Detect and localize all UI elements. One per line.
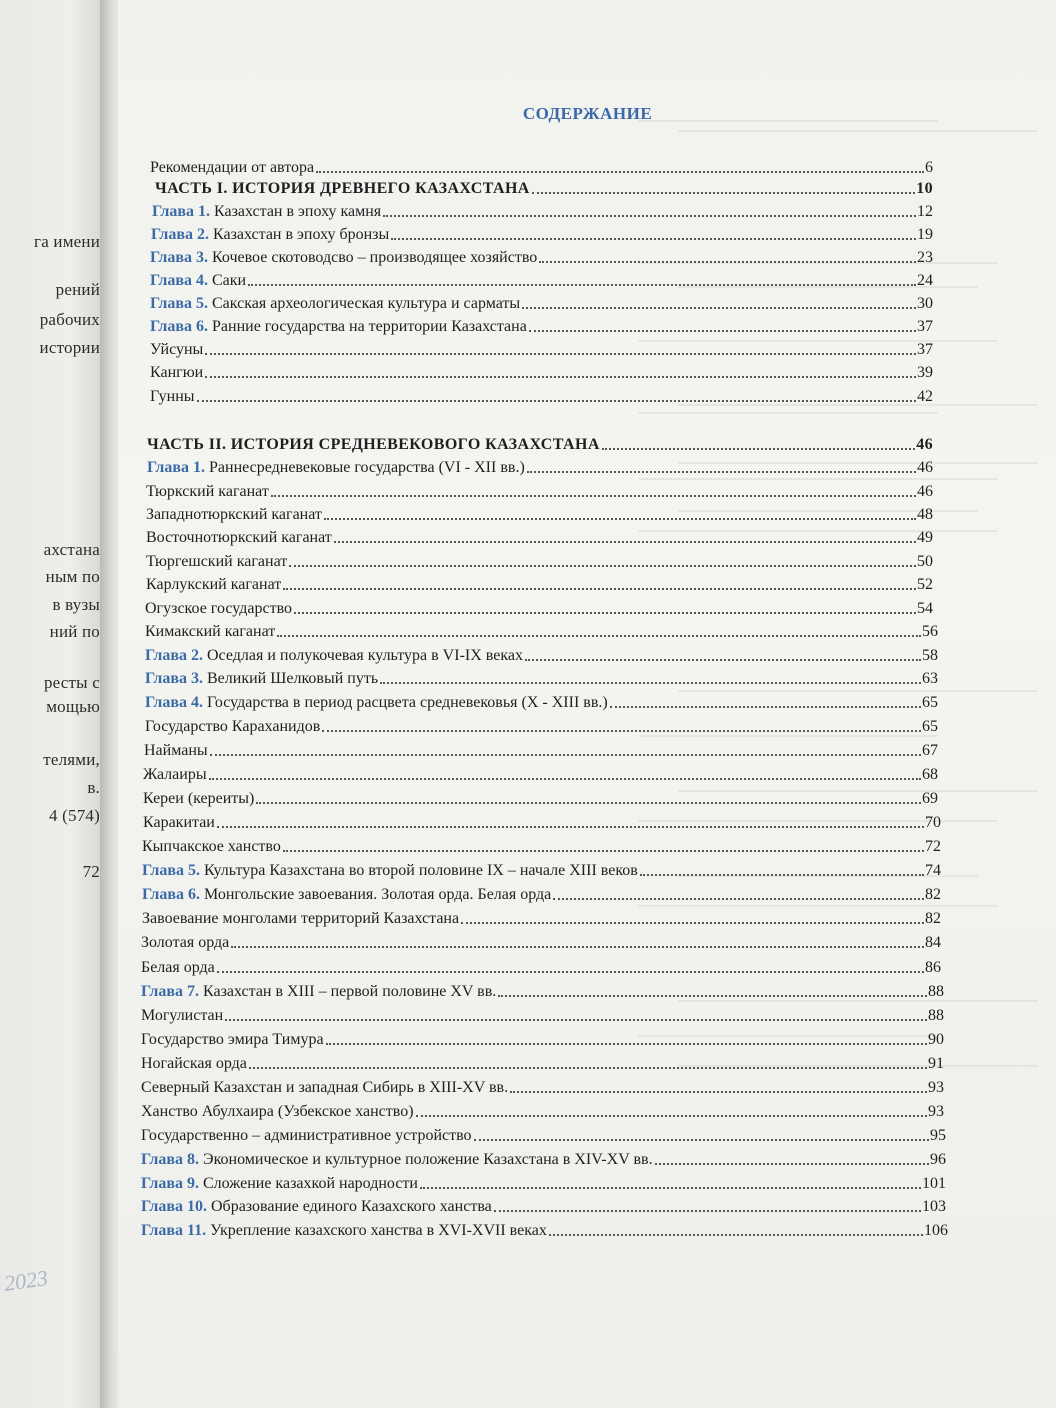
toc-chapter-entry — [141, 1147, 946, 1169]
left-page-text-fragment: ний по — [49, 622, 100, 641]
toc-chapter-entry — [147, 455, 933, 477]
toc-entry-title: Казахстан в XIII – первой половине XV вв. — [203, 983, 497, 1000]
dot-leader — [416, 1115, 927, 1117]
toc-page-number: 88 — [928, 983, 944, 1000]
toc-chapter-number: Глава 4. — [150, 272, 208, 289]
toc-page-number: 65 — [922, 694, 938, 711]
toc-page-number: 74 — [925, 862, 941, 879]
toc-entry-label — [141, 1103, 414, 1121]
toc-entry — [146, 525, 933, 547]
toc-chapter-number: Глава 7. — [141, 983, 199, 1000]
dot-leader — [225, 1019, 927, 1021]
toc-chapter-number: Глава 5. — [142, 862, 200, 879]
left-page-text-fragment: га имени — [34, 232, 100, 251]
toc-entry-title: Сложение казахкой народности — [203, 1175, 418, 1192]
toc-page-number: 95 — [930, 1127, 946, 1144]
toc-chapter-number: Глава 9. — [141, 1175, 199, 1192]
toc-entry-title: Укрепление казахского ханства в XVI-XVII веках — [210, 1222, 547, 1239]
toc-chapter-entry — [141, 1171, 946, 1193]
toc-entry-title: Жалаиры — [143, 766, 207, 783]
dot-leader — [283, 588, 916, 590]
toc-chapter-number: Глава 10. — [141, 1198, 207, 1215]
toc-entry-title: Могулистан — [141, 1007, 224, 1024]
toc-entry-label — [147, 436, 600, 454]
dot-leader — [283, 850, 924, 852]
dot-leader — [529, 330, 916, 332]
toc-entry-label — [155, 180, 530, 198]
toc-entry — [145, 596, 933, 618]
dot-leader — [217, 971, 924, 973]
toc-entry-label — [145, 718, 320, 736]
toc-entry — [150, 155, 933, 177]
dot-leader — [334, 541, 916, 543]
toc-entry-title: Восточнотюркский каганат — [146, 529, 332, 546]
toc-entry-title: Северный Казахстан и западная Сибирь в XIII-XV вв. — [141, 1079, 509, 1096]
toc-page-number: 91 — [928, 1055, 944, 1072]
toc-page-number: 68 — [922, 766, 938, 783]
show-through-mark — [638, 120, 938, 122]
toc-page-number: 50 — [917, 553, 933, 570]
dot-leader — [532, 192, 915, 194]
toc-entry-title: Образование единого Казахского ханства — [211, 1198, 492, 1215]
dot-leader — [494, 1210, 921, 1212]
dot-leader — [277, 635, 921, 637]
toc-page-number: 52 — [917, 576, 933, 593]
toc-entry-label — [141, 1127, 472, 1145]
toc-entry-label — [142, 910, 459, 928]
dot-leader — [322, 730, 921, 732]
toc-entry-title: Великий Шелковый путь — [207, 670, 379, 687]
dot-leader — [510, 1091, 927, 1093]
toc-entry-label — [145, 647, 523, 665]
dot-leader — [205, 376, 916, 378]
left-page-text-fragment: ахстана — [43, 540, 100, 559]
toc-page-number: 12 — [917, 203, 933, 220]
toc-entry-label — [145, 623, 275, 641]
toc-page-number: 49 — [917, 529, 933, 546]
dot-leader — [383, 215, 916, 217]
toc-entry-label — [141, 1007, 223, 1025]
left-page-text-fragment: ным по — [45, 567, 100, 586]
dot-leader — [289, 565, 916, 567]
toc-page-number: 46 — [916, 436, 933, 453]
dot-leader — [461, 922, 924, 924]
toc-chapter-number: Глава 8. — [141, 1151, 199, 1168]
toc-entry — [146, 549, 933, 571]
toc-entry-title: Тюргешский каганат — [146, 553, 288, 570]
toc-chapter-entry — [141, 1194, 946, 1216]
toc-chapter-entry — [150, 291, 933, 313]
toc-page-number: 39 — [917, 364, 933, 381]
toc-entry-label — [141, 1031, 324, 1049]
toc-page-number: 82 — [925, 886, 941, 903]
toc-entry-title: Кимакский каганат — [145, 623, 276, 640]
toc-entry-title: Саки — [212, 272, 247, 289]
dot-leader — [640, 874, 924, 876]
toc-page-number: 101 — [922, 1175, 946, 1192]
toc-entry — [150, 384, 933, 406]
dot-leader — [553, 898, 924, 900]
dot-leader — [539, 261, 916, 263]
toc-entry-title: Рекомендации от автора — [150, 159, 315, 176]
left-facing-page — [0, 0, 100, 1408]
toc-entry-label — [150, 249, 537, 267]
toc-title: СОДЕРЖАНИЕ — [522, 104, 653, 123]
toc-entry — [141, 1075, 944, 1097]
toc-entry-title: ЧАСТЬ II. ИСТОРИЯ СРЕДНЕВЕКОВОГО КАЗАХСТАНА — [147, 436, 600, 453]
dot-leader — [549, 1234, 923, 1236]
toc-entry-title: Огузское государство — [145, 600, 293, 617]
toc-chapter-entry — [150, 268, 933, 290]
toc-entry-label — [145, 670, 378, 688]
toc-entry-title: Уйсуны — [150, 341, 204, 358]
toc-chapter-number: Глава 3. — [145, 670, 203, 687]
toc-entry-label — [142, 886, 551, 904]
toc-page-number: 106 — [924, 1222, 948, 1239]
toc-entry — [141, 1123, 946, 1145]
toc-page-number: 65 — [922, 718, 938, 735]
toc-entry-label — [146, 483, 269, 501]
toc-page-number: 23 — [917, 249, 933, 266]
toc-entry-label — [141, 934, 229, 952]
toc-entry — [143, 762, 938, 784]
show-through-mark — [678, 130, 1038, 132]
toc-entry-title: Найманы — [144, 742, 208, 759]
toc-entry — [144, 738, 938, 760]
toc-entry — [141, 930, 941, 952]
toc-entry-title: Монгольские завоевания. Золотая орда. Белая орда — [204, 886, 552, 903]
toc-entry-label — [145, 600, 292, 618]
dot-leader — [210, 754, 921, 756]
toc-entry — [146, 479, 933, 501]
left-page-text-fragment: ресты с — [43, 673, 100, 692]
toc-entry-title: Гунны — [150, 388, 195, 405]
toc-page-number: 93 — [928, 1079, 944, 1096]
toc-chapter-entry — [141, 979, 944, 1001]
left-page-text-fragment: истории — [39, 338, 100, 357]
dot-leader — [655, 1163, 929, 1165]
toc-entry-label — [147, 459, 525, 477]
toc-entry-label — [141, 1079, 508, 1097]
toc-chapter-entry — [142, 882, 941, 904]
toc-entry-label — [142, 838, 281, 856]
toc-chapter-number: Глава 11. — [141, 1222, 207, 1239]
dot-leader — [527, 471, 916, 473]
left-page-text-fragment: в. — [87, 778, 100, 797]
toc-entry-label — [144, 742, 208, 760]
dot-leader — [324, 518, 916, 520]
toc-chapter-number: Глава 6. — [150, 318, 208, 335]
dot-leader — [256, 802, 921, 804]
toc-page-number: 69 — [922, 790, 938, 807]
toc-entry-title: Завоевание монголами территорий Казахстана — [142, 910, 460, 927]
dot-leader — [610, 706, 921, 708]
toc-entry-label — [141, 983, 496, 1001]
toc-entry-label — [143, 790, 254, 808]
toc-entry-label — [150, 318, 527, 336]
toc-entry-title: Западнотюркский каганат — [146, 506, 322, 523]
toc-entry-title: Ранние государства на территории Казахстана — [212, 318, 527, 335]
toc-page-number: 46 — [917, 459, 933, 476]
toc-chapter-entry — [145, 643, 938, 665]
toc-part-heading — [147, 432, 933, 454]
dot-leader — [217, 826, 924, 828]
dot-leader — [249, 1067, 927, 1069]
left-page-text-fragment: 4 (574) — [49, 806, 100, 825]
toc-entry-label — [150, 341, 203, 359]
toc-entry-label — [141, 1222, 547, 1240]
toc-chapter-number: Глава 6. — [142, 886, 200, 903]
toc-entry — [141, 1003, 944, 1025]
toc-entry-title: Государственно – административное устройство — [141, 1127, 472, 1144]
toc-page-number: 82 — [925, 910, 941, 927]
dot-leader — [209, 778, 921, 780]
toc-entry-label — [146, 506, 322, 524]
toc-entry-title: Золотая орда — [141, 934, 230, 951]
toc-page-number: 46 — [917, 483, 933, 500]
toc-entry-title: Казахстан в эпоху бронзы — [213, 226, 390, 243]
toc-entry-title: Казахстан в эпоху камня — [214, 203, 382, 220]
toc-page — [118, 0, 1056, 1408]
toc-part-heading — [155, 176, 933, 198]
toc-entry — [146, 502, 933, 524]
toc-entry-title: Сакская археологическая культура и сарматы — [212, 295, 521, 312]
toc-chapter-entry — [151, 222, 933, 244]
toc-page-number: 56 — [922, 623, 938, 640]
toc-entry-label — [146, 553, 287, 571]
toc-entry-title: Оседлая и полукочевая культура в VI-IX веках — [207, 647, 523, 664]
toc-entry-label — [146, 529, 332, 547]
toc-page-number: 6 — [925, 159, 933, 176]
dot-leader — [602, 448, 915, 450]
toc-page-number: 67 — [922, 742, 938, 759]
toc-page-number: 88 — [928, 1007, 944, 1024]
toc-page-number: 96 — [930, 1151, 946, 1168]
toc-entry — [143, 810, 941, 832]
toc-chapter-number: Глава 1. — [147, 459, 205, 476]
toc-entry — [143, 786, 938, 808]
toc-chapter-entry — [145, 690, 938, 712]
toc-page-number: 30 — [917, 295, 933, 312]
toc-chapter-number: Глава 4. — [145, 694, 203, 711]
toc-entry-label — [150, 272, 246, 290]
toc-page-number: 24 — [917, 272, 933, 289]
toc-entry-title: Экономическое и культурное положение Казахстана в XIV-XV вв. — [203, 1151, 653, 1168]
toc-entry-label — [151, 226, 389, 244]
toc-entry-title: Кереи (кереиты) — [143, 790, 255, 807]
toc-chapter-number: Глава 3. — [150, 249, 208, 266]
toc-page-number: 19 — [917, 226, 933, 243]
dot-leader — [294, 612, 916, 614]
toc-page-number: 72 — [925, 838, 941, 855]
toc-entry-title: Ханство Абулхаира (Узбекское ханство) — [141, 1103, 414, 1120]
toc-entry-title: Карлукский каганат — [146, 576, 282, 593]
dot-leader — [498, 995, 927, 997]
dot-leader — [316, 171, 924, 173]
toc-chapter-entry — [150, 245, 933, 267]
dot-leader — [197, 400, 916, 402]
show-through-mark — [638, 412, 938, 414]
toc-entry-title: Государства в период расцвета средневековья (X - XIII вв.) — [207, 694, 608, 711]
toc-entry-title: ЧАСТЬ I. ИСТОРИЯ ДРЕВНЕГО КАЗАХСТАНА — [155, 180, 530, 197]
toc-page-number: 93 — [928, 1103, 944, 1120]
toc-page-number: 86 — [925, 959, 941, 976]
toc-page-number: 48 — [917, 506, 933, 523]
toc-entry — [150, 360, 933, 382]
dot-leader — [525, 659, 921, 661]
toc-entry-label — [143, 814, 215, 832]
toc-chapter-entry — [150, 314, 933, 336]
toc-entry — [145, 714, 938, 736]
toc-entry-label — [141, 1175, 418, 1193]
toc-entry-title: Каракитаи — [143, 814, 215, 831]
toc-entry-label — [141, 959, 215, 977]
toc-chapter-number: Глава 1. — [152, 203, 210, 220]
toc-entry-title: Ногайская орда — [141, 1055, 247, 1072]
toc-entry-label — [150, 364, 203, 382]
toc-chapter-number: Глава 2. — [151, 226, 209, 243]
toc-page-number: 37 — [917, 341, 933, 358]
toc-entry-label — [143, 766, 207, 784]
toc-entry-label — [152, 203, 381, 221]
dot-leader — [326, 1043, 927, 1045]
toc-entry — [141, 955, 941, 977]
toc-entry — [141, 1051, 944, 1073]
left-page-text-fragment: 72 — [82, 862, 100, 881]
toc-chapter-entry — [145, 666, 938, 688]
left-page-text-fragment: в вузы — [52, 595, 100, 614]
left-page-year: 2023 — [2, 1265, 50, 1296]
toc-chapter-entry — [152, 199, 933, 221]
toc-page-number: 70 — [925, 814, 941, 831]
toc-entry-label — [150, 159, 314, 177]
left-page-text-fragment: телями, — [43, 750, 100, 769]
toc-entry-label — [142, 862, 638, 880]
dot-leader — [205, 353, 916, 355]
toc-entry-title: Тюркский каганат — [146, 483, 269, 500]
toc-chapter-number: Глава 5. — [150, 295, 208, 312]
dot-leader — [248, 284, 916, 286]
toc-chapter-entry — [141, 1218, 948, 1240]
toc-page-number: 90 — [928, 1031, 944, 1048]
toc-entry-label — [145, 694, 608, 712]
toc-entry — [141, 1099, 944, 1121]
toc-entry-title: Кыпчакское ханство — [142, 838, 281, 855]
toc-page-number: 54 — [917, 600, 933, 617]
toc-page-number: 63 — [922, 670, 938, 687]
toc-entry-label — [146, 576, 281, 594]
toc-page-number: 58 — [922, 647, 938, 664]
dot-leader — [380, 682, 921, 684]
toc-page-number: 42 — [917, 388, 933, 405]
toc-entry-label — [141, 1055, 247, 1073]
dot-leader — [522, 307, 916, 309]
dot-leader — [474, 1139, 929, 1141]
toc-entry — [142, 834, 941, 856]
toc-entry-title: Государство Караханидов — [145, 718, 321, 735]
toc-chapter-entry — [142, 858, 941, 880]
toc-entry-label — [141, 1198, 492, 1216]
toc-entry-label — [150, 388, 195, 406]
dot-leader — [391, 238, 916, 240]
toc-page-number: 10 — [916, 180, 933, 197]
left-page-text-fragment: рабочих — [39, 310, 100, 329]
toc-entry-label — [141, 1151, 653, 1169]
toc-entry — [145, 619, 938, 641]
toc-page-number: 37 — [917, 318, 933, 335]
toc-entry — [142, 906, 941, 928]
dot-leader — [271, 495, 916, 497]
toc-entry — [141, 1027, 944, 1049]
toc-page-number: 84 — [925, 934, 941, 951]
toc-chapter-number: Глава 2. — [145, 647, 203, 664]
toc-entry — [150, 337, 933, 359]
left-page-text-fragment: рений — [55, 280, 100, 299]
toc-entry — [146, 572, 933, 594]
toc-entry-title: Кангюи — [150, 364, 204, 381]
toc-entry-label — [150, 295, 520, 313]
toc-entry-title: Раннесредневековые государства (VI - XII вв.) — [209, 459, 525, 476]
dot-leader — [231, 946, 924, 948]
toc-entry-title: Культура Казахстана во второй половине IX – начале XIII веков — [204, 862, 638, 879]
dot-leader — [420, 1187, 921, 1189]
toc-entry-title: Кочевое скотоводсво – производящее хозяйство — [212, 249, 538, 266]
toc-entry-title: Государство эмира Тимура — [141, 1031, 324, 1048]
toc-page-number: 103 — [922, 1198, 946, 1215]
toc-entry-title: Белая орда — [141, 959, 215, 976]
left-page-text-fragment: мощью — [46, 697, 100, 716]
